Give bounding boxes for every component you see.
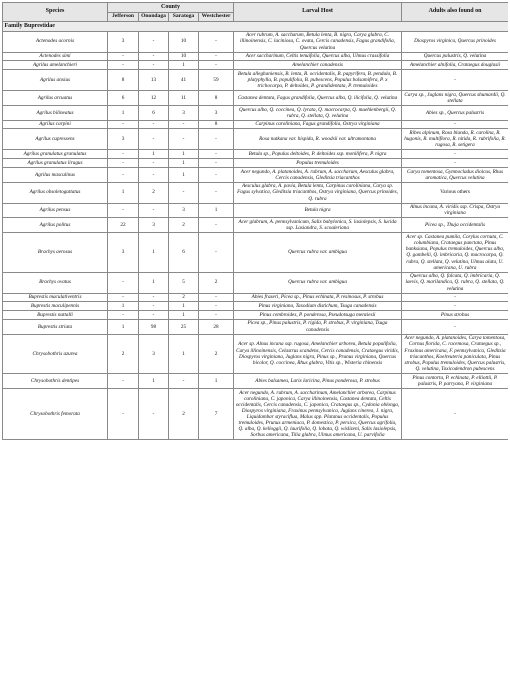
count-onondaga-cell: 3 bbox=[139, 218, 169, 233]
table-row bbox=[3, 233, 509, 272]
adults-cell: - bbox=[402, 150, 508, 159]
count-jefferson-cell: - bbox=[108, 272, 139, 293]
count-onondaga-cell: 12 bbox=[139, 90, 169, 105]
count-westchester-cell: 28 bbox=[199, 319, 234, 334]
species-header: Species bbox=[3, 3, 108, 22]
count-westchester-cell: - bbox=[199, 218, 234, 233]
count-onondaga-cell: - bbox=[139, 31, 169, 52]
count-saratoga-cell: 1 bbox=[169, 167, 199, 182]
adults-cell: Carya tomentosa, Gymnocladus dioicus, Rhus aromatica, Quercus velutina bbox=[402, 167, 508, 182]
adults-cell: - bbox=[402, 319, 508, 334]
count-jefferson-cell: 3 bbox=[108, 233, 139, 272]
count-westchester-cell: - bbox=[199, 159, 234, 168]
adults-cell: Acer sp. Castanea pumila, Corylus cornuta, C. columbiana, Crataegus punctata, Pinus banksiana, Populus tremuloides, Quercus alba, Q. gambelii, Q. imbricaria, Q. macrocarpa, Q. rubra, Q. stellata, Q. velutina, Ulmus alata, U. americana, U. rubra bbox=[402, 233, 508, 272]
species-cell: Agrilus bilineatus bbox=[3, 105, 108, 120]
count-saratoga-cell: 2 bbox=[169, 218, 199, 233]
count-onondaga-cell: 1 bbox=[139, 233, 169, 272]
larval-host-cell: Acer saccharinum, Celtis tenuifolia, Quercus alba, Ulmus crassifolia bbox=[234, 52, 402, 61]
count-westchester-cell: 1 bbox=[199, 373, 234, 388]
species-cell: Agrilus carpini bbox=[3, 120, 108, 129]
adults-cell: Pinus contorta, P. echinata, P. elliottii, P. palustris, P. parryana, P. virginiana bbox=[402, 373, 508, 388]
count-jefferson-cell: - bbox=[108, 373, 139, 388]
count-onondaga-cell: 1 bbox=[139, 272, 169, 293]
table-row bbox=[3, 182, 509, 203]
species-cell: Brachys aerosus bbox=[3, 233, 108, 272]
larval-host-cell: Abies balsamea, Larix laricina, Pinus ponderosa, P. strobus bbox=[234, 373, 402, 388]
table-row bbox=[3, 388, 509, 440]
species-cell: Agrilus granulatus granulatus bbox=[3, 150, 108, 159]
count-onondaga-cell: 98 bbox=[139, 319, 169, 334]
table-row bbox=[3, 293, 509, 302]
table-row bbox=[3, 61, 509, 70]
table-row bbox=[3, 203, 509, 218]
adults-cell: Ribes alpinum, Rosa blanda, R. carolina, R. hugonis, R. multiflora, R. nitida, R. rubrifolia, R. rugosa, R. setigera bbox=[402, 129, 508, 150]
count-westchester-cell: - bbox=[199, 182, 234, 203]
species-cell: Agrilus cupressens bbox=[3, 129, 108, 150]
larval-host-cell: Pinus cembroides, P. ponderosa, Pseudotsuga menziesii bbox=[234, 310, 402, 319]
larval-host-cell: Betula nigra bbox=[234, 203, 402, 218]
table-row bbox=[3, 218, 509, 233]
count-onondaga-cell: - bbox=[139, 61, 169, 70]
species-cell: Agrilus anxius bbox=[3, 69, 108, 90]
count-westchester-cell: 3 bbox=[199, 105, 234, 120]
larval-host-cell: Quercus rubra var. ambigua bbox=[234, 233, 402, 272]
count-onondaga-cell: - bbox=[139, 52, 169, 61]
count-jefferson-cell: - bbox=[108, 150, 139, 159]
species-cell: Agrilus masculinus bbox=[3, 167, 108, 182]
count-saratoga-cell: 1 bbox=[169, 334, 199, 373]
adults-cell: Quercus palustris, Q. velutina bbox=[402, 52, 508, 61]
count-onondaga-cell: 13 bbox=[139, 69, 169, 90]
count-jefferson-cell: 1 bbox=[108, 319, 139, 334]
species-cell: Actenodes simi bbox=[3, 52, 108, 61]
adults-cell: - bbox=[402, 120, 508, 129]
table-row bbox=[3, 334, 509, 373]
table-row bbox=[3, 90, 509, 105]
county-jefferson-header: Jefferson bbox=[108, 12, 139, 21]
larval-host-cell: Acer negundo, A. rubrum, A. saccharinum, Amelanchier arborea, Carpinus caroliniana, C. japonica, Carya illinoinensis, Castanea dentata, Celtis occidentalis, Cercis canadensis, C. japonica, Crataegus sp., Cydonia oblonga, Diospyros virginiana, Fraxinus pennsylvanica, Juglans cinerea, J. nigra, Liquidambar styraciflua, Malus spp. Platanus occidentalis, Populus tremuloides, Prunus armeniaca, P. domestica, P. persica, Quercus agrifolia, Q. alba, Q. kelloggii, Q. laurifolia, Q. lobata, Q. wislizeni, Salix lasiolepsis, Sorbus americana, Tilia glabra, Ulmus americana, U. parvifolia bbox=[234, 388, 402, 440]
larval-host-cell: Betula sp., Populus deltoides, P. deltoides ssp. monilifera, P. nigra bbox=[234, 150, 402, 159]
table-row bbox=[3, 167, 509, 182]
adults-cell: Carya sp., Juglans nigra, Quercus shumardii, Q. stellata bbox=[402, 90, 508, 105]
count-jefferson-cell: - bbox=[108, 388, 139, 440]
table-row bbox=[3, 105, 509, 120]
adults-cell: - bbox=[402, 388, 508, 440]
adults-cell: Various others bbox=[402, 182, 508, 203]
count-jefferson-cell: - bbox=[108, 61, 139, 70]
species-cell: Buprestis maculativentris bbox=[3, 293, 108, 302]
species-cell: Agrilus pensus bbox=[3, 203, 108, 218]
count-onondaga-cell: 3 bbox=[139, 334, 169, 373]
count-jefferson-cell: - bbox=[108, 203, 139, 218]
family-row bbox=[3, 21, 509, 31]
larval-host-cell: Acer negundo, A. platanoides, A. rubrum, A. saccharum, Aesculus glabra, Cercis canadensis, Gleditsia triacanthos bbox=[234, 167, 402, 182]
adults-header: Adults also found on bbox=[402, 3, 508, 22]
count-saratoga-cell: 10 bbox=[169, 52, 199, 61]
count-jefferson-cell: 3 bbox=[108, 129, 139, 150]
count-saratoga-cell: 3 bbox=[169, 203, 199, 218]
count-westchester-cell: - bbox=[199, 150, 234, 159]
buprestidae-table bbox=[2, 2, 508, 440]
count-westchester-cell: 2 bbox=[199, 334, 234, 373]
count-westchester-cell: - bbox=[199, 129, 234, 150]
count-westchester-cell: - bbox=[199, 293, 234, 302]
larval-host-cell: Acer rubrum, A. saccharum, Betula lenta, B. nigra, Carya glabra, C. illinoinensis, C. laciniosa, C. ovata, Cercis canadensis, Fagus grandifolia, Quercus velutina bbox=[234, 31, 402, 52]
species-cell: Agrilus granulatus liragus bbox=[3, 159, 108, 168]
count-jefferson-cell: 1 bbox=[108, 105, 139, 120]
larval-host-cell: Acer glabrum, A. pennsylvanicum, Salix babylonica, S. lasiolepsis, S. lucida ssp. Lasiandra, S. scouleriana bbox=[234, 218, 402, 233]
count-jefferson-cell: - bbox=[108, 159, 139, 168]
species-cell: Buprestis maculipennis bbox=[3, 302, 108, 311]
count-jefferson-cell: 22 bbox=[108, 218, 139, 233]
count-onondaga-cell: 2 bbox=[139, 182, 169, 203]
adults-cell: Diospyros virginica, Quercus prinoides bbox=[402, 31, 508, 52]
larval-host-cell: Acer sp. Alnus incana ssp. rugosa, Amelanchier arborea, Betula populifolia, Carya illinoinensis, Celastrus scandens, Cercis canadensis, Crataegus viridis, Diospyros virginiana, Juglans nigra, Pinus sp., Prunus virginiana, Quercus bicolor, Q. coccinea, Rhus glabra, Vitis sp., Wisteria chinensis bbox=[234, 334, 402, 373]
count-westchester-cell: 8 bbox=[199, 90, 234, 105]
count-westchester-cell: - bbox=[199, 167, 234, 182]
count-westchester-cell: - bbox=[199, 233, 234, 272]
count-onondaga-cell: - bbox=[139, 129, 169, 150]
species-cell: Buprestis nuttalli bbox=[3, 310, 108, 319]
count-jefferson-cell: - bbox=[108, 310, 139, 319]
county-westchester-header: Westchester bbox=[199, 12, 234, 21]
count-onondaga-cell: - bbox=[139, 388, 169, 440]
adults-cell: Abies sp., Quercus palustris bbox=[402, 105, 508, 120]
larval-host-cell: Abies fraseri, Picea sp., Pinus echinata, P. resinosus, P. strobus bbox=[234, 293, 402, 302]
count-westchester-cell: 7 bbox=[199, 388, 234, 440]
table-row bbox=[3, 302, 509, 311]
count-onondaga-cell: - bbox=[139, 203, 169, 218]
count-saratoga-cell: - bbox=[169, 120, 199, 129]
count-jefferson-cell: 6 bbox=[108, 90, 139, 105]
count-saratoga-cell: 2 bbox=[169, 293, 199, 302]
count-onondaga-cell: - bbox=[139, 167, 169, 182]
adults-cell: Acer negundo, A. platanoides, Carya tomentosa, Cornus florida, C. racemosa, Crataegus sp., Fraxinus americana, F. pennsylvanica, Gleditsia triacanthos, Koelreuteria paniculata, Pinus strobus, Populus tremuloides, Quercus palustris, Q. velutina, Toxicodendron pubescens bbox=[402, 334, 508, 373]
count-saratoga-cell: 41 bbox=[169, 69, 199, 90]
count-jefferson-cell: - bbox=[108, 167, 139, 182]
species-cell: Agrilus arcuatus bbox=[3, 90, 108, 105]
count-westchester-cell: 1 bbox=[199, 203, 234, 218]
larval-host-cell: Populus tremuloides bbox=[234, 159, 402, 168]
count-westchester-cell: - bbox=[199, 302, 234, 311]
adults-cell: - bbox=[402, 302, 508, 311]
table-row bbox=[3, 373, 509, 388]
count-onondaga-cell: 6 bbox=[139, 105, 169, 120]
count-onondaga-cell: - bbox=[139, 310, 169, 319]
count-jefferson-cell: 2 bbox=[108, 334, 139, 373]
adults-cell: Pinus strobus bbox=[402, 310, 508, 319]
count-onondaga-cell: - bbox=[139, 293, 169, 302]
adults-cell: Picea sp., Thuja occidentalis bbox=[402, 218, 508, 233]
larval-host-cell: Quercus alba, Q. coccinea, Q. lyrata, Q. macrocarpa, Q. muehlenbergii, Q. rubra, Q. stellata, Q. velutina bbox=[234, 105, 402, 120]
count-saratoga-cell: 1 bbox=[169, 310, 199, 319]
table-row bbox=[3, 272, 509, 293]
larval-host-cell: Picea sp., Pinus palustris, P. rigida, P. strobus, P. virginiana, Tsuga canadensis bbox=[234, 319, 402, 334]
species-cell: Brachys ovatus bbox=[3, 272, 108, 293]
species-cell: Chrysobothris dentipes bbox=[3, 373, 108, 388]
larval-host-cell: Carpinus caroliniana, Fagus grandifolia, Ostrya virginiana bbox=[234, 120, 402, 129]
count-saratoga-cell: 2 bbox=[169, 388, 199, 440]
table-container bbox=[2, 2, 508, 675]
count-jefferson-cell: 8 bbox=[108, 69, 139, 90]
adults-cell: - bbox=[402, 69, 508, 90]
count-westchester-cell: 59 bbox=[199, 69, 234, 90]
table-row bbox=[3, 159, 509, 168]
count-westchester-cell: - bbox=[199, 52, 234, 61]
larval-host-cell: Amelanchier canadensis bbox=[234, 61, 402, 70]
county-onondaga-header: Onondaga bbox=[139, 12, 169, 21]
county-header: County bbox=[108, 3, 234, 13]
adults-cell: Alnus incana, A. viridis ssp. Crispa, Ostrya virginiana bbox=[402, 203, 508, 218]
table-row bbox=[3, 150, 509, 159]
family-label: Family Buprestidae bbox=[3, 21, 509, 31]
header-row-1 bbox=[3, 3, 509, 13]
count-onondaga-cell: 1 bbox=[139, 373, 169, 388]
count-saratoga-cell: - bbox=[169, 129, 199, 150]
count-westchester-cell: 8 bbox=[199, 120, 234, 129]
count-saratoga-cell: 1 bbox=[169, 302, 199, 311]
species-cell: Chrysobothris azurea bbox=[3, 334, 108, 373]
count-saratoga-cell: 6 bbox=[169, 233, 199, 272]
count-saratoga-cell: 5 bbox=[169, 272, 199, 293]
count-jefferson-cell: 1 bbox=[108, 182, 139, 203]
species-cell: Buprestis striata bbox=[3, 319, 108, 334]
adults-cell: - bbox=[402, 159, 508, 168]
count-saratoga-cell: 3 bbox=[169, 105, 199, 120]
adults-cell: - bbox=[402, 293, 508, 302]
larval-host-cell: Betula alleghaniensis, B. lenta, B. occidentalis, B. papyrifera, B. pendula, B. platyphylla, B. populifolia, B. pubescens, Populus balsamifera, P. x trichocarpa, P. deltoides, P. grandidentata, P. tremuloides bbox=[234, 69, 402, 90]
table-row bbox=[3, 52, 509, 61]
species-cell: Agrilus obsoletoguttatus bbox=[3, 182, 108, 203]
count-saratoga-cell: - bbox=[169, 373, 199, 388]
count-westchester-cell: 2 bbox=[199, 272, 234, 293]
larval-host-header: Larval Host bbox=[234, 3, 402, 22]
species-cell: Actenodes acornis bbox=[3, 31, 108, 52]
count-onondaga-cell: - bbox=[139, 159, 169, 168]
count-saratoga-cell: - bbox=[169, 182, 199, 203]
table-body bbox=[3, 21, 509, 439]
count-jefferson-cell: 3 bbox=[108, 31, 139, 52]
count-onondaga-cell: - bbox=[139, 302, 169, 311]
larval-host-cell: Aesculus glabra, A. pavia, Betula lenta, Carpinus caroliniana, Carya sp. Fagus sylvatica, Gleditsia triacanthos, Ostrya virginiana, Quercus prinoides, Q. rubra bbox=[234, 182, 402, 203]
species-cell: Agrilus amelanchieri bbox=[3, 61, 108, 70]
count-westchester-cell: - bbox=[199, 310, 234, 319]
count-saratoga-cell: 1 bbox=[169, 61, 199, 70]
count-saratoga-cell: 25 bbox=[169, 319, 199, 334]
larval-host-cell: Quercus rubra var. ambigua bbox=[234, 272, 402, 293]
county-saratoga-header: Saratoga bbox=[169, 12, 199, 21]
count-onondaga-cell: - bbox=[139, 120, 169, 129]
count-jefferson-cell: 1 bbox=[108, 302, 139, 311]
table-row bbox=[3, 31, 509, 52]
larval-host-cell: Castanea dentata, Fagus grandifolia, Quercus alba, Q. ilicifolia, Q. velutina bbox=[234, 90, 402, 105]
count-saratoga-cell: 10 bbox=[169, 31, 199, 52]
adults-cell: Amelanchier alnifolia, Crataegus douglasii bbox=[402, 61, 508, 70]
table-row bbox=[3, 69, 509, 90]
count-onondaga-cell: 1 bbox=[139, 150, 169, 159]
species-cell: Agrilus politus bbox=[3, 218, 108, 233]
count-jefferson-cell: - bbox=[108, 52, 139, 61]
species-cell: Chrysobothris femorata bbox=[3, 388, 108, 440]
count-saratoga-cell: 11 bbox=[169, 90, 199, 105]
table-row bbox=[3, 310, 509, 319]
adults-cell: Quercus alba, Q. falcata, Q. imbricaria, Q. laevis, Q. marilandica, Q. rubra, Q. stellata, Q. velutina bbox=[402, 272, 508, 293]
table-row bbox=[3, 319, 509, 334]
count-westchester-cell: - bbox=[199, 61, 234, 70]
larval-host-cell: Pinus virginiana, Taxodium distichum, Tsuga canadensis bbox=[234, 302, 402, 311]
count-saratoga-cell: 1 bbox=[169, 150, 199, 159]
count-westchester-cell: - bbox=[199, 31, 234, 52]
count-saratoga-cell: 1 bbox=[169, 159, 199, 168]
count-jefferson-cell: - bbox=[108, 120, 139, 129]
table-row bbox=[3, 129, 509, 150]
count-jefferson-cell: - bbox=[108, 293, 139, 302]
table-row bbox=[3, 120, 509, 129]
larval-host-cell: Rosa nutkana var. hispida, R. woodsii var. ultramontana bbox=[234, 129, 402, 150]
